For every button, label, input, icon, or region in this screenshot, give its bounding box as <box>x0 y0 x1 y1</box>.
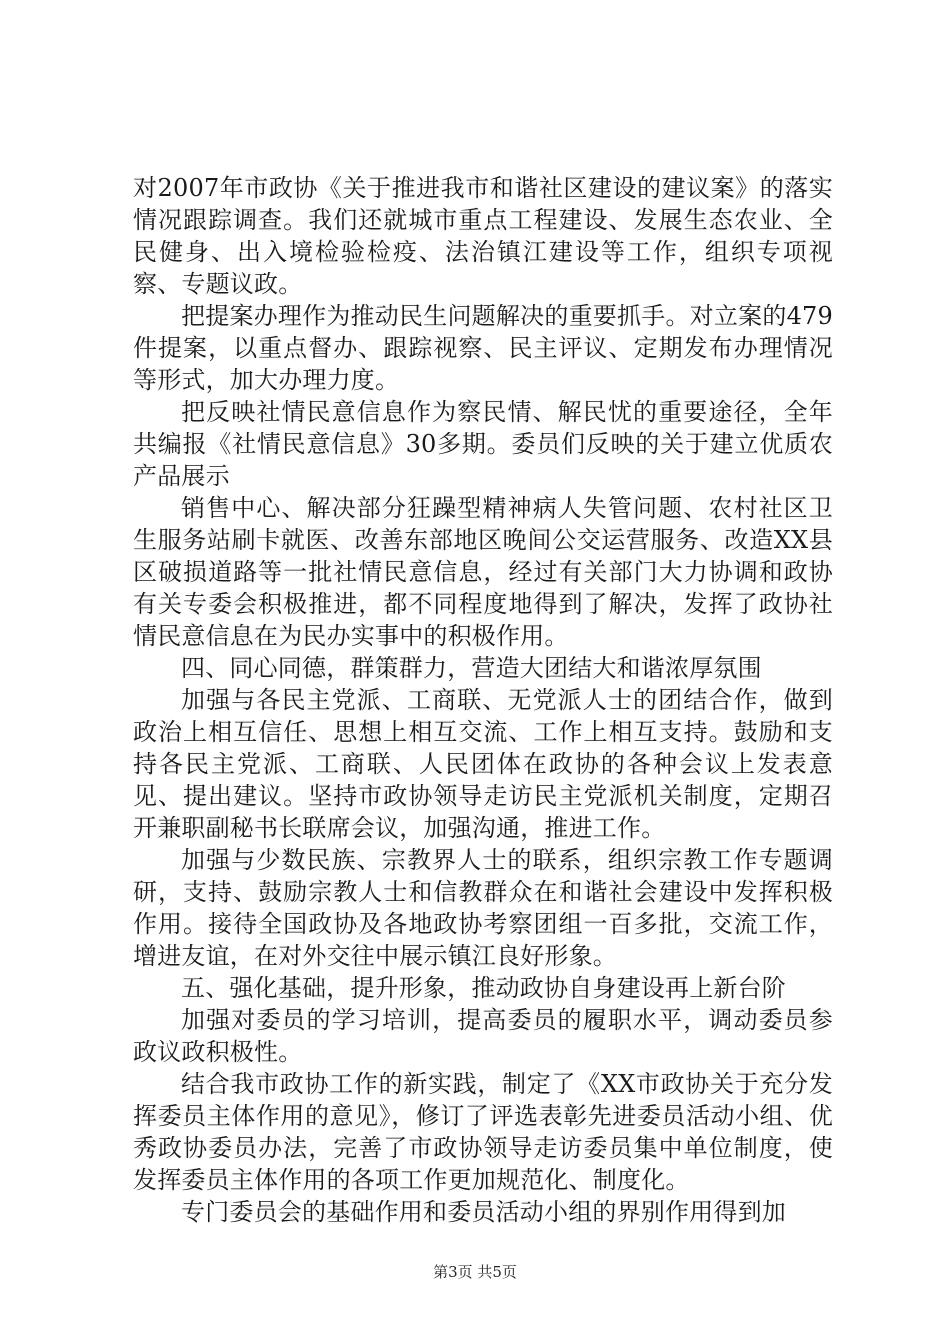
paragraph-4: 销售中心、解决部分狂躁型精神病人失管问题、农村社区卫生服务站刷卡就医、改善东部地区晚间公交运营服务、改造XX县区破损道路等一批社情民意信息，经过有关部门大力协调和政协有关专委会积极推进，都不同程度地得到了解决，发挥了政协社情民意信息在为民办实事中的积极作用。 <box>133 494 833 650</box>
section-heading-4: 四、同心同德，群策群力，营造大团结大和谐浓厚氛围 <box>181 654 762 682</box>
paragraph-9: 专门委员会的基础作用和委员活动小组的界别作用得到加 <box>181 1198 786 1226</box>
paragraph-7: 加强对委员的学习培训，提高委员的履职水平，调动委员参政议政积极性。 <box>133 1006 833 1066</box>
page-number-footer: 第3页 共5页 <box>433 1263 517 1281</box>
paragraph-6: 加强与少数民族、宗教界人士的联系，组织宗教工作专题调研，支持、鼓励宗教人士和信教群众在和谐社会建设中发挥积极作用。接待全国政协及各地政协考察团组一百多批，交流工作，增进友谊，在对外交往中展示镇江良好形象。 <box>133 846 833 970</box>
document-body <box>133 172 833 1228</box>
paragraph-8: 结合我市政协工作的新实践，制定了《XX市政协关于充分发挥委员主体作用的意见》，修订了评选表彰先进委员活动小组、优秀政协委员办法，完善了市政协领导走访委员集中单位制度，使发挥委员主体作用的各项工作更加规范化、制度化。 <box>133 1070 833 1194</box>
paragraph-2: 把提案办理作为推动民生问题解决的重要抓手。对立案的479件提案，以重点督办、跟踪视察、民主评议、定期发布办理情况等形式，加大办理力度。 <box>133 302 833 394</box>
paragraph-1: 对2007年市政协《关于推进我市和谐社区建设的建议案》的落实情况跟踪调查。我们还就城市重点工程建设、发展生态农业、全民健身、出入境检验检疫、法治镇江建设等工作，组织专项视察、专题议政。 <box>133 174 833 298</box>
section-heading-5: 五、强化基础，提升形象，推动政协自身建设再上新台阶 <box>181 974 786 1002</box>
paragraph-3: 把反映社情民意信息作为察民情、解民忧的重要途径，全年共编报《社情民意信息》30多期。委员们反映的关于建立优质农产品展示 <box>133 398 833 490</box>
paragraph-5: 加强与各民主党派、工商联、无党派人士的团结合作，做到政治上相互信任、思想上相互交流、工作上相互支持。鼓励和支持各民主党派、工商联、人民团体在政协的各种会议上发表意见、提出建议。坚持市政协领导走访民主党派机关制度，定期召开兼职副秘书长联席会议，加强沟通，推进工作。 <box>133 686 833 842</box>
